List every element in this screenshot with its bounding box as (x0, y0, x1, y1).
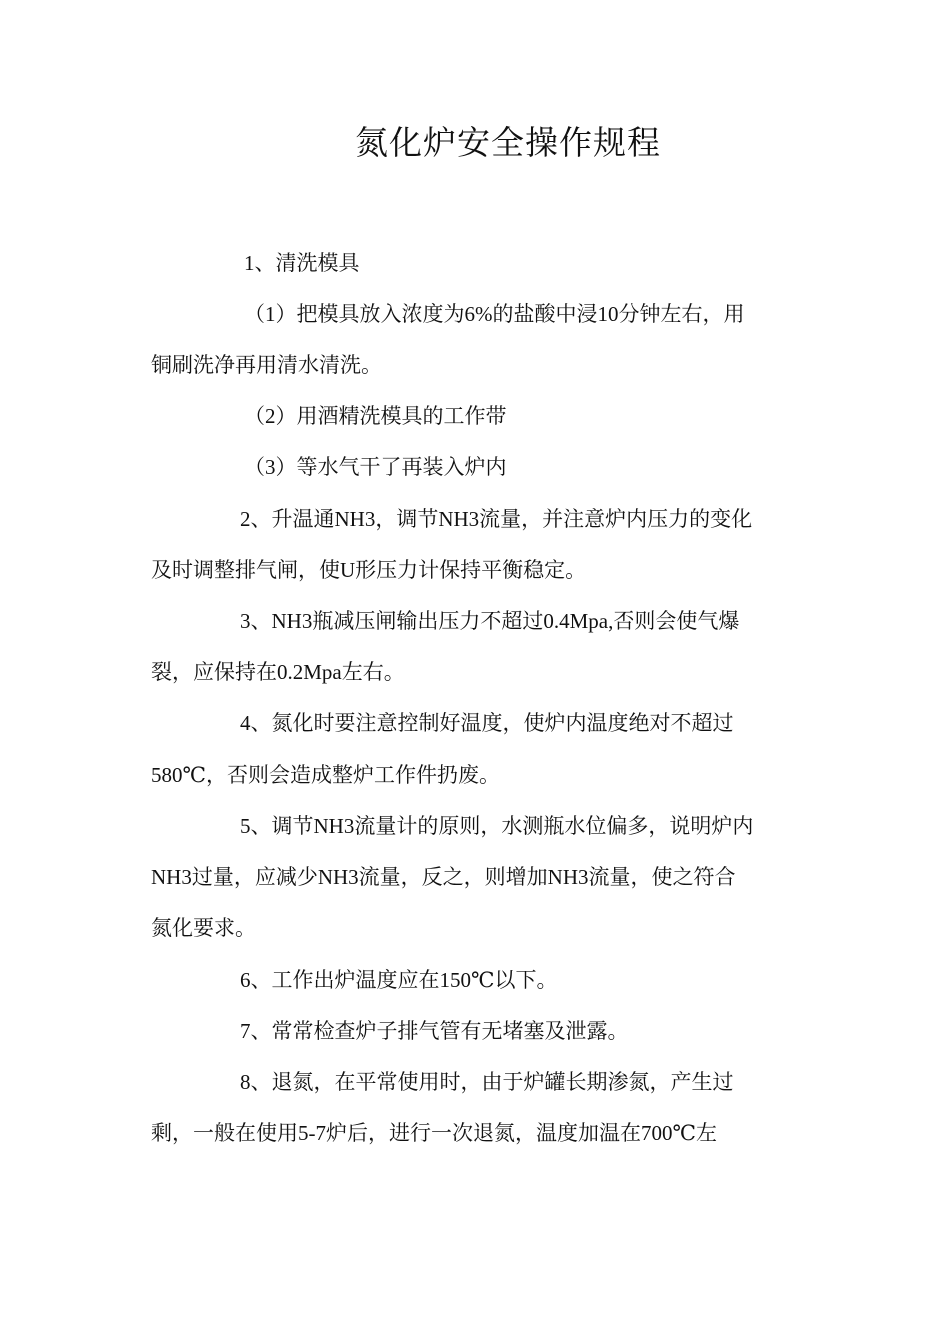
text-line: NH3过量，应减少NH3流量，反之，则增加NH3流量，使之符合 (151, 865, 736, 889)
text-line: 580℃，否则会造成整炉工作件扔废。 (151, 763, 500, 787)
text-line: 7、常常检查炉子排气管有无堵塞及泄露。 (240, 1019, 629, 1043)
text-line: 2、升温通NH3，调节NH3流量，并注意炉内压力的变化 (240, 507, 753, 531)
text-line: 铜刷洗净再用清水清洗。 (151, 353, 382, 377)
text-line: 及时调整排气闸，使U形压力计保持平衡稳定。 (151, 558, 587, 582)
text-line: 氮化要求。 (151, 916, 256, 940)
text-line: 1、清洗模具 (244, 251, 360, 275)
text-line: （3）等水气干了再装入炉内 (244, 455, 507, 479)
text-line: 3、NH3瓶减压闸输出压力不超过0.4Mpa,否则会使气爆 (240, 609, 740, 633)
text-line: （1）把模具放入浓度为6%的盐酸中浸10分钟左右，用 (244, 302, 745, 326)
text-line: 剩，一般在使用5-7炉后，进行一次退氮，温度加温在700℃左 (151, 1121, 717, 1145)
text-line: 8、退氮，在平常使用时，由于炉罐长期渗氮，产生过 (240, 1070, 734, 1094)
text-line: 6、工作出炉温度应在150℃以下。 (240, 968, 558, 992)
text-line: 5、调节NH3流量计的原则，水测瓶水位偏多，说明炉内 (240, 814, 754, 838)
text-line: 4、氮化时要注意控制好温度，使炉内温度绝对不超过 (240, 711, 734, 735)
document-title: 氮化炉安全操作规程 (355, 126, 661, 162)
text-line: 裂，应保持在0.2Mpa左右。 (151, 660, 405, 684)
text-line: （2）用酒精洗模具的工作带 (244, 404, 507, 428)
